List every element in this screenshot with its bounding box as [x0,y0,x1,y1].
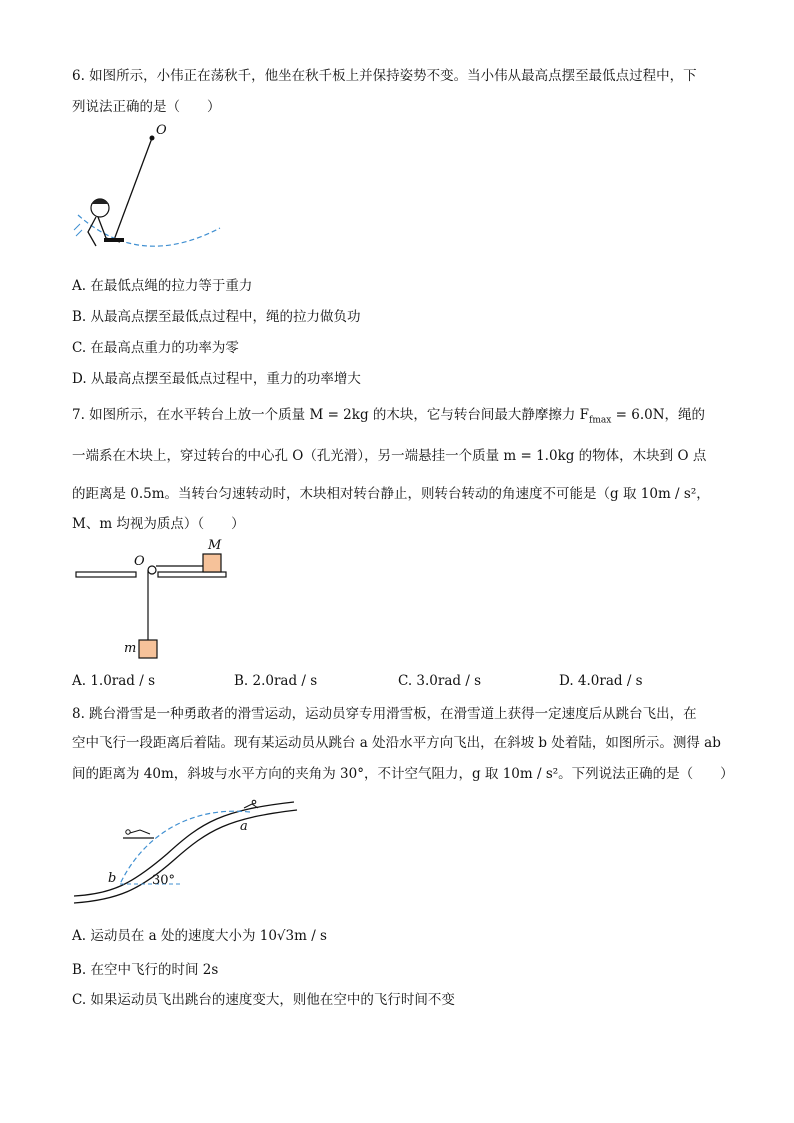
child-on-swing-icon [74,199,124,246]
q7-stem-1-tail: = 6.0N，绳的 [611,407,706,423]
q6-option-d[interactable]: D. 从最高点摆至最低点过程中，重力的功率增大 [72,371,361,387]
q8-stem-line-3: 间的距离为 40m，斜坡与水平方向的夹角为 30°，不计空气阻力，g 取 10m / s²。下列说法正确的是（ ） [72,766,734,782]
q7-stem-1-subscript: fmax [589,415,612,426]
label-a: a [240,819,248,834]
q6-stem-line-2: 列说法正确的是（ ） [72,99,221,115]
center-hole-O [148,566,156,574]
q7-stem-1-text: 7. 如图所示，在水平转台上放一个质量 M = 2kg 的木块，它与转台间最大静摩擦力 F [72,407,590,423]
q6-option-b[interactable]: B. 从最高点摆至最低点过程中，绳的拉力做负功 [72,309,361,325]
q7-option-d[interactable]: D. 4.0rad / s [559,673,643,689]
q8-option-a[interactable]: A. 运动员在 a 处的速度大小为 10√3m / s [72,928,327,944]
q8-stem-line-1: 8. 跳台滑雪是一种勇敢者的滑雪运动，运动员穿专用滑雪板，在滑雪道上获得一定速度后从跳台飞出，在 [72,706,697,722]
label-M: M [208,538,222,553]
q6-stem-line-1: 6. 如图所示，小伟正在荡秋千，他坐在秋千板上并保持姿势不变。当小伟从最高点摆至最低点过程中，下 [72,68,697,84]
angle-label: 30° [152,873,176,888]
q7-option-c[interactable]: C. 3.0rad / s [398,673,482,689]
label-b: b [108,871,117,886]
q7-stem-line-3: 的距离是 0.5m。当转台匀速转动时，木块相对转台静止，则转台转动的角速度不可能是（g 取 10m / s²， [72,486,710,502]
turntable-right [158,572,226,577]
q8-option-c[interactable]: C. 如果运动员飞出跳台的速度变大，则他在空中的飞行时间不变 [72,992,455,1008]
flight-trajectory [120,811,250,884]
turntable-left [76,572,136,577]
q8-ski-jump-figure [72,796,302,908]
q6-option-c[interactable]: C. 在最高点重力的功率为零 [72,340,239,356]
q8-stem-line-2: 空中飞行一段距离后着陆。现有某运动员从跳台 a 处沿水平方向飞出，在斜坡 b 处着陆，如图所示。测得 ab [72,735,721,751]
q6-option-a[interactable]: A. 在最低点绳的拉力等于重力 [72,278,253,294]
q7-turntable-figure [72,536,242,666]
q7-option-b[interactable]: B. 2.0rad / s [234,673,318,689]
label-O: O [156,123,167,138]
slope-upper-line [74,810,297,903]
q6-swing-figure [60,120,240,260]
label-O: O [134,554,145,569]
label-m: m [124,641,137,656]
q7-stem-line-2: 一端系在木块上，穿过转台的中心孔 O（孔光滑），另一端悬挂一个质量 m = 1.0kg 的物体，木块到 O 点 [72,448,707,464]
block-M [203,554,221,572]
q7-option-a[interactable]: A. 1.0rad / s [72,673,156,689]
swing-rope [114,138,152,240]
q7-stem-line-4: M、m 均视为质点）（ ） [72,516,245,532]
q8-option-b[interactable]: B. 在空中飞行的时间 2s [72,962,219,978]
q7-stem-line-1 [72,405,734,431]
block-m [139,640,157,658]
